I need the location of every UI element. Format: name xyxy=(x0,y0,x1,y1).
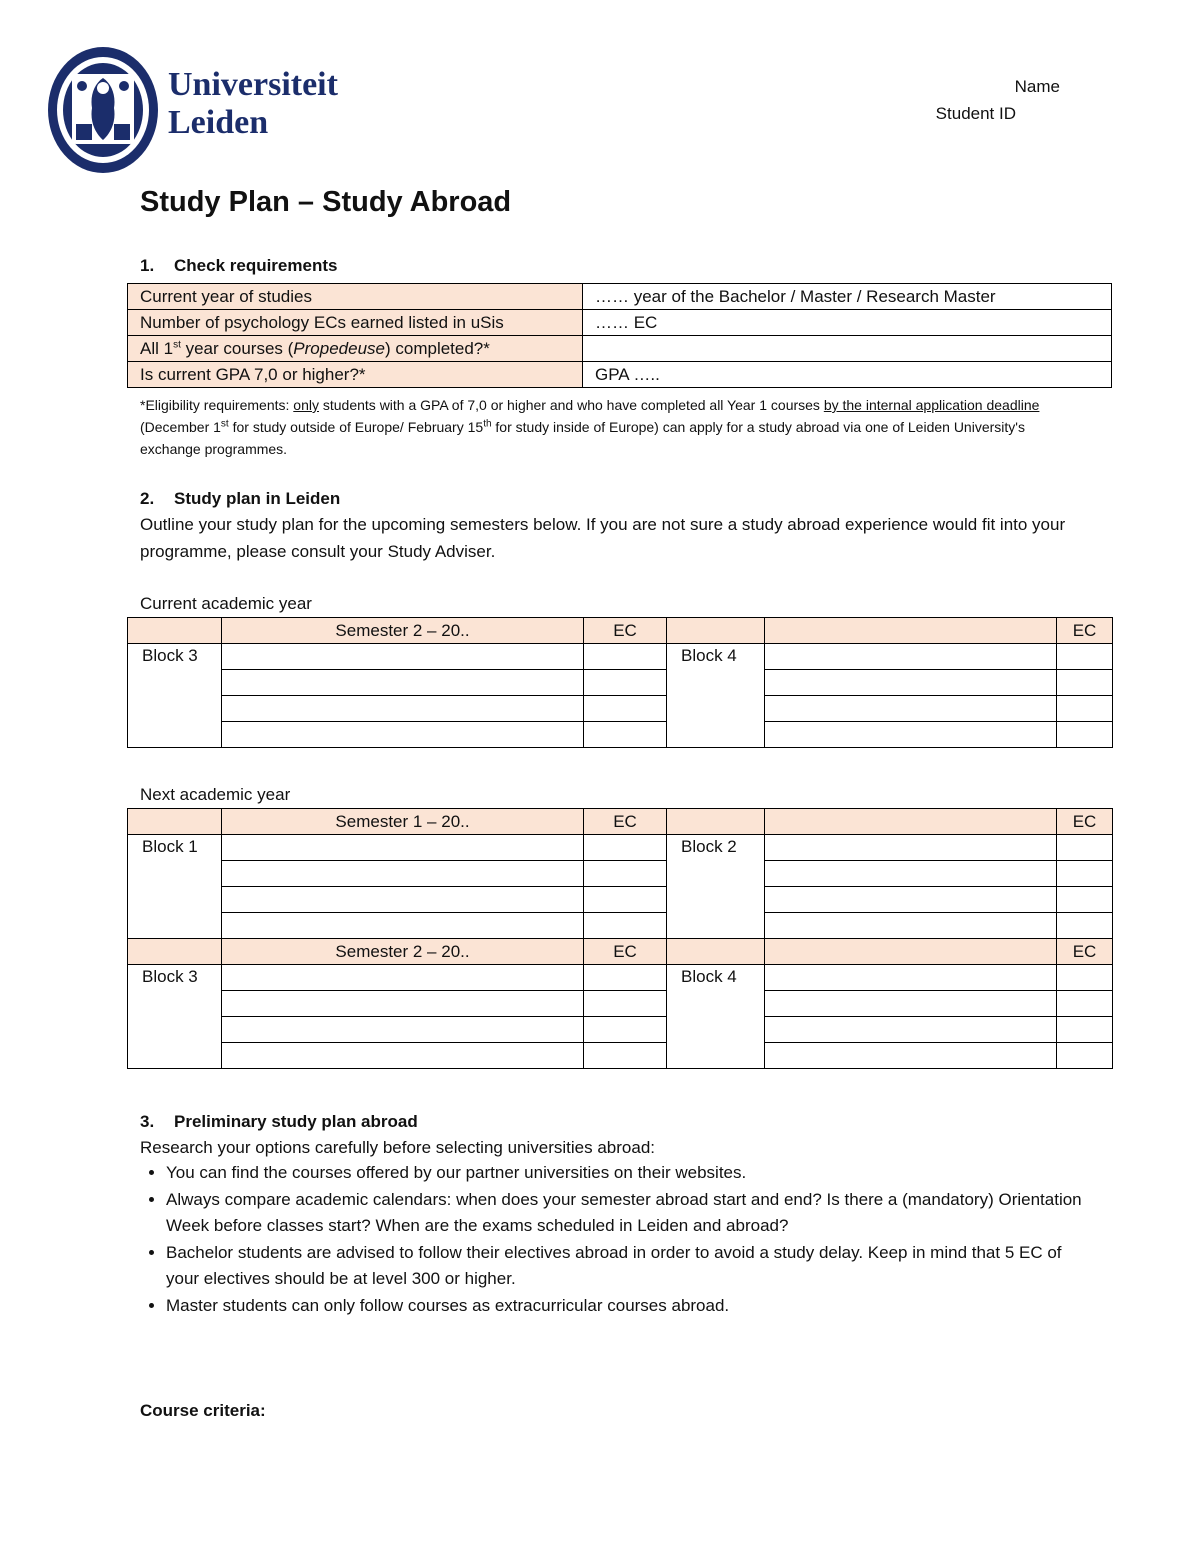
section-1-heading xyxy=(140,256,337,276)
ec-cell[interactable] xyxy=(1057,696,1113,722)
section-1-number: 1. xyxy=(140,256,155,275)
label-part: All 1 xyxy=(140,338,174,358)
ec-cell[interactable] xyxy=(1057,835,1113,861)
table-row xyxy=(128,696,1113,722)
requirement-value[interactable]: …… year of the Bachelor / Master / Research Master xyxy=(583,284,1112,310)
block-label: Block 4 xyxy=(667,965,765,1069)
course-cell[interactable] xyxy=(222,835,584,861)
semester-header: Semester 2 – 20.. xyxy=(222,618,584,644)
course-cell[interactable] xyxy=(222,861,584,887)
header-cell xyxy=(765,618,1057,644)
table-row xyxy=(128,887,1113,913)
table-row xyxy=(128,861,1113,887)
ec-cell[interactable] xyxy=(584,913,667,939)
footnote-part: only xyxy=(293,397,319,413)
block-label: Block 3 xyxy=(128,965,222,1069)
current-year-label: Current academic year xyxy=(140,594,312,613)
next-year-plan-table xyxy=(127,808,1113,1069)
list-item: • Always compare academic calendars: when does your semester abroad start and end? Is there a (mandatory) Orientation Week before classes start? When are the exams scheduled in Leiden and abroad? xyxy=(166,1187,1096,1240)
header-cell xyxy=(667,809,765,835)
course-cell[interactable] xyxy=(765,1043,1057,1069)
semester-header: Semester 2 – 20.. xyxy=(222,939,584,965)
ec-cell[interactable] xyxy=(1057,722,1113,748)
ec-cell[interactable] xyxy=(1057,965,1113,991)
table-row xyxy=(128,284,1112,310)
header-cell xyxy=(128,809,222,835)
course-cell[interactable] xyxy=(222,722,584,748)
requirement-value[interactable]: …… EC xyxy=(583,310,1112,336)
list-item: • Bachelor students are advised to follow their electives abroad in order to avoid a study delay. Keep in mind that 5 EC of your electives should be at level 300 or higher. xyxy=(166,1240,1096,1293)
header-cell xyxy=(667,618,765,644)
university-wordmark xyxy=(168,66,338,142)
table-row xyxy=(128,965,1113,991)
ec-cell[interactable] xyxy=(1057,1017,1113,1043)
table-row xyxy=(128,722,1113,748)
ec-cell[interactable] xyxy=(584,965,667,991)
requirement-label: Is current GPA 7,0 or higher?* xyxy=(128,362,583,388)
block-label: Block 2 xyxy=(667,835,765,939)
header-cell xyxy=(128,618,222,644)
table-row xyxy=(128,809,1113,835)
section-3-heading xyxy=(140,1112,418,1132)
footnote-part: (December 1 xyxy=(140,419,221,435)
course-cell[interactable] xyxy=(765,644,1057,670)
course-cell[interactable] xyxy=(222,696,584,722)
course-criteria-label: Course criteria: xyxy=(140,1401,266,1420)
requirement-value[interactable] xyxy=(583,336,1112,362)
eligibility-footnote xyxy=(140,394,1070,460)
ec-cell[interactable] xyxy=(1057,861,1113,887)
requirement-value[interactable]: GPA ….. xyxy=(583,362,1112,388)
course-cell[interactable] xyxy=(765,861,1057,887)
table-row xyxy=(128,310,1112,336)
block-label: Block 3 xyxy=(128,644,222,748)
page-title: Study Plan – Study Abroad xyxy=(140,186,512,218)
section-3-title: Preliminary study plan abroad xyxy=(174,1112,418,1131)
course-cell[interactable] xyxy=(765,670,1057,696)
wordmark-line1: Universiteit xyxy=(168,66,338,103)
table-row xyxy=(128,362,1112,388)
course-cell[interactable] xyxy=(222,991,584,1017)
university-logo xyxy=(46,44,366,184)
label-sup: st xyxy=(173,338,181,350)
footnote-sup: th xyxy=(483,418,492,430)
course-cell[interactable] xyxy=(222,644,584,670)
ec-cell[interactable] xyxy=(584,1017,667,1043)
section-3-intro: Research your options carefully before selecting universities abroad: xyxy=(140,1138,655,1157)
section-1-title: Check requirements xyxy=(174,256,338,275)
footnote-part: for study outside of Europe/ February 15 xyxy=(228,419,484,435)
table-row xyxy=(128,939,1113,965)
requirement-label xyxy=(128,336,583,362)
course-cell[interactable] xyxy=(765,887,1057,913)
block-label: Block 1 xyxy=(128,835,222,939)
ec-cell[interactable] xyxy=(584,861,667,887)
header-cell xyxy=(667,939,765,965)
ec-cell[interactable] xyxy=(584,991,667,1017)
ec-header: EC xyxy=(1057,618,1113,644)
ec-cell[interactable] xyxy=(584,1043,667,1069)
ec-cell[interactable] xyxy=(1057,670,1113,696)
ec-cell[interactable] xyxy=(1057,887,1113,913)
semester-header: Semester 1 – 20.. xyxy=(222,809,584,835)
ec-header: EC xyxy=(1057,939,1113,965)
label-emphasis: Propedeuse xyxy=(293,338,385,358)
ec-cell[interactable] xyxy=(584,670,667,696)
ec-header: EC xyxy=(584,809,667,835)
ec-cell[interactable] xyxy=(584,644,667,670)
list-item: • Master students can only follow courses as extracurricular courses abroad. xyxy=(166,1293,1096,1320)
course-cell[interactable] xyxy=(222,887,584,913)
ec-cell[interactable] xyxy=(584,722,667,748)
ec-cell[interactable] xyxy=(1057,1043,1113,1069)
section-2-heading xyxy=(140,489,340,509)
footnote-part: *Eligibility requirements: xyxy=(140,397,294,413)
course-cell[interactable] xyxy=(765,965,1057,991)
course-cell[interactable] xyxy=(765,722,1057,748)
list-item: • You can find the courses offered by our partner universities on their websites. xyxy=(166,1160,1096,1187)
footnote-sup: st xyxy=(220,418,229,430)
course-cell[interactable] xyxy=(765,835,1057,861)
ec-header: EC xyxy=(584,618,667,644)
course-cell[interactable] xyxy=(222,913,584,939)
ec-cell[interactable] xyxy=(584,887,667,913)
university-seal-icon xyxy=(46,44,160,176)
table-row xyxy=(128,670,1113,696)
section-3-number: 3. xyxy=(140,1112,155,1131)
course-cell[interactable] xyxy=(222,1043,584,1069)
table-row xyxy=(128,913,1113,939)
current-year-plan-table xyxy=(127,617,1113,748)
table-row xyxy=(128,644,1113,670)
ec-header: EC xyxy=(584,939,667,965)
advice-list xyxy=(140,1160,1096,1319)
name-label: Name xyxy=(1014,77,1060,96)
table-row xyxy=(128,1043,1113,1069)
ec-cell[interactable] xyxy=(584,835,667,861)
requirement-label: Current year of studies xyxy=(128,284,583,310)
next-year-label: Next academic year xyxy=(140,785,291,804)
requirements-table xyxy=(127,283,1112,388)
course-cell[interactable] xyxy=(222,965,584,991)
header-cell xyxy=(765,939,1057,965)
section-2-number: 2. xyxy=(140,489,155,508)
ec-cell[interactable] xyxy=(1057,991,1113,1017)
block-label: Block 4 xyxy=(667,644,765,748)
student-id-label: Student ID xyxy=(935,104,1016,123)
footnote-part: by the internal application deadline xyxy=(823,397,1040,413)
student-identity-block xyxy=(936,73,1060,127)
course-cell[interactable] xyxy=(765,696,1057,722)
wordmark-line2: Leiden xyxy=(168,104,269,141)
ec-cell[interactable] xyxy=(1057,644,1113,670)
course-cell[interactable] xyxy=(765,991,1057,1017)
course-cell[interactable] xyxy=(765,913,1057,939)
table-row xyxy=(128,835,1113,861)
label-part: ) completed?* xyxy=(384,338,490,358)
section-2-title: Study plan in Leiden xyxy=(174,489,341,508)
course-cell[interactable] xyxy=(222,1017,584,1043)
requirement-label: Number of psychology ECs earned listed in uSis xyxy=(128,310,583,336)
header-cell xyxy=(128,939,222,965)
ec-cell[interactable] xyxy=(584,696,667,722)
table-row xyxy=(128,618,1113,644)
section-2-intro: Outline your study plan for the upcoming semesters below. If you are not sure a study abroad experience would fit into your programme, please consult your Study Adviser. xyxy=(140,515,1066,561)
course-cell[interactable] xyxy=(222,670,584,696)
table-row xyxy=(128,991,1113,1017)
table-row xyxy=(128,336,1112,362)
footnote-part: for study inside of Europe) can apply for a study abroad via one of Leiden University's exchange programmes. xyxy=(140,419,1025,457)
ec-cell[interactable] xyxy=(1057,913,1113,939)
label-part: year courses ( xyxy=(180,338,294,358)
footnote-part: students with a GPA of 7,0 or higher and who have completed all Year 1 courses xyxy=(318,397,824,413)
header-cell xyxy=(765,809,1057,835)
table-row xyxy=(128,1017,1113,1043)
ec-header: EC xyxy=(1057,809,1113,835)
course-cell[interactable] xyxy=(765,1017,1057,1043)
